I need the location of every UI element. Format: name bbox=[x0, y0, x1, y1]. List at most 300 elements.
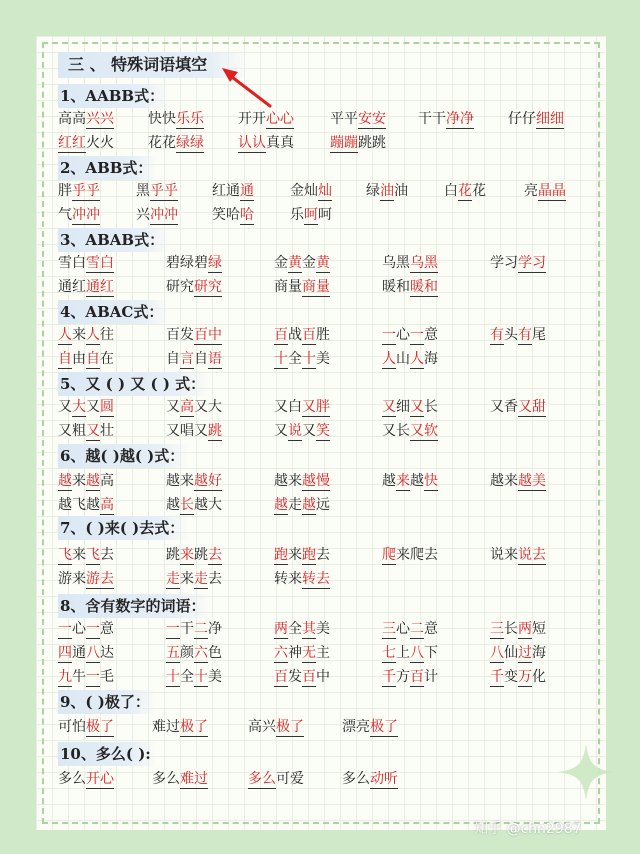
answer-text: 越 bbox=[86, 473, 100, 489]
given-text: 美 bbox=[316, 351, 330, 367]
given-text: 干 bbox=[180, 621, 194, 637]
word-item bbox=[166, 396, 222, 418]
answer-text: 二 bbox=[194, 621, 208, 637]
answer-text: 又甜 bbox=[518, 399, 546, 415]
answer-text: 暖和 bbox=[410, 279, 438, 295]
given-text: 越 bbox=[166, 497, 180, 513]
word-row bbox=[0, 618, 640, 640]
answer-text: 冲冲 bbox=[72, 207, 100, 223]
answer-text: 又 bbox=[382, 399, 396, 415]
word-item bbox=[58, 544, 114, 566]
answer-text: 动听 bbox=[370, 771, 398, 787]
answer-text: 自 bbox=[86, 351, 100, 367]
given-text: 快快 bbox=[148, 111, 176, 127]
answer-text: 有 bbox=[490, 327, 504, 343]
word-item bbox=[274, 348, 330, 370]
answer-text: 心心 bbox=[266, 111, 294, 127]
word-item bbox=[58, 348, 114, 370]
answer-text: 转去 bbox=[302, 571, 330, 587]
answer-text: 语 bbox=[208, 351, 222, 367]
answer-text: 游去 bbox=[86, 571, 114, 587]
word-item bbox=[152, 768, 208, 790]
answer-text: 绿绿 bbox=[176, 135, 204, 151]
given-text: 越飞越 bbox=[58, 497, 100, 513]
given-text: 越 bbox=[382, 473, 396, 489]
answer-text: 绿 bbox=[208, 255, 222, 271]
given-text: 花花 bbox=[148, 135, 176, 151]
given-text: 亮 bbox=[524, 183, 538, 199]
answer-text: 又胖 bbox=[302, 399, 330, 415]
given-text: 走 bbox=[288, 497, 302, 513]
given-text: 又 bbox=[302, 423, 316, 439]
given-text: 去 bbox=[208, 571, 222, 587]
answer-text: 黄 bbox=[288, 255, 302, 271]
answer-text: 走 bbox=[166, 571, 180, 587]
word-item bbox=[248, 716, 304, 738]
answer-text: 百 bbox=[410, 669, 424, 685]
given-text: 意 bbox=[100, 621, 114, 637]
word-item bbox=[274, 568, 330, 590]
word-item bbox=[274, 618, 330, 640]
answer-text: 一 bbox=[86, 621, 100, 637]
answer-text: 越美 bbox=[518, 473, 546, 489]
word-row bbox=[0, 768, 640, 790]
word-item bbox=[382, 470, 438, 492]
given-text: 海 bbox=[424, 351, 438, 367]
answer-text: 五 bbox=[166, 645, 180, 661]
word-row bbox=[0, 132, 640, 154]
answer-text: 越好 bbox=[194, 473, 222, 489]
answer-text: 越 bbox=[58, 473, 72, 489]
answer-text: 研究 bbox=[194, 279, 222, 295]
word-item bbox=[166, 666, 222, 688]
answer-text: 又 bbox=[86, 423, 100, 439]
word-row bbox=[0, 180, 640, 202]
word-item bbox=[248, 768, 304, 790]
given-text: 高兴 bbox=[248, 719, 276, 735]
given-text: 中 bbox=[316, 669, 330, 685]
answer-text: 多么 bbox=[248, 771, 276, 787]
answer-text: 跑 bbox=[274, 547, 288, 563]
word-row bbox=[0, 396, 640, 418]
given-text: 下 bbox=[424, 645, 438, 661]
given-text: 又 bbox=[194, 423, 208, 439]
given-text: 又 bbox=[86, 399, 100, 415]
given-text: 又 bbox=[58, 399, 72, 415]
answer-text: 越慢 bbox=[302, 473, 330, 489]
answer-text: 又 bbox=[410, 399, 424, 415]
given-text: 可爱 bbox=[276, 771, 304, 787]
word-item bbox=[490, 544, 546, 566]
given-text: 来 bbox=[72, 327, 86, 343]
given-text: 火火 bbox=[86, 135, 114, 151]
word-item bbox=[274, 276, 330, 298]
word-item bbox=[382, 348, 438, 370]
answer-text: 学习 bbox=[518, 255, 546, 271]
given-text: 高 bbox=[100, 473, 114, 489]
answer-text: 极了 bbox=[86, 719, 114, 735]
given-text: 毛 bbox=[100, 669, 114, 685]
given-text: 化 bbox=[532, 669, 546, 685]
word-item bbox=[58, 276, 114, 298]
given-text: 真真 bbox=[266, 135, 294, 151]
given-text: 跳 bbox=[166, 547, 180, 563]
answer-text: 安安 bbox=[358, 111, 386, 127]
word-item bbox=[58, 642, 114, 664]
sparkle-icon bbox=[556, 742, 616, 802]
given-text: 尾 bbox=[532, 327, 546, 343]
given-text: 意 bbox=[424, 621, 438, 637]
answer-text: 七 bbox=[382, 645, 396, 661]
given-text: 越来 bbox=[274, 473, 302, 489]
word-row bbox=[0, 324, 640, 346]
answer-text: 去 bbox=[208, 547, 222, 563]
word-item bbox=[290, 180, 332, 202]
answer-text: 八 bbox=[410, 645, 424, 661]
section-title: 10、多么( ): bbox=[58, 742, 157, 766]
answer-text: 飞 bbox=[58, 547, 72, 563]
answer-text: 呵 bbox=[304, 207, 318, 223]
given-text: 战 bbox=[288, 327, 302, 343]
answer-text: 百 bbox=[274, 327, 288, 343]
answer-text: 一 bbox=[58, 621, 72, 637]
word-item bbox=[166, 420, 222, 442]
answer-text: 极了 bbox=[276, 719, 304, 735]
given-text: 美 bbox=[208, 669, 222, 685]
given-text: 游来 bbox=[58, 571, 86, 587]
answer-text: 二 bbox=[410, 621, 424, 637]
word-row bbox=[0, 568, 640, 590]
section-title: 1、AABB式： bbox=[58, 84, 170, 108]
given-text: 牛 bbox=[72, 669, 86, 685]
word-row bbox=[0, 420, 640, 442]
given-text: 又唱 bbox=[166, 423, 194, 439]
answer-text: 极了 bbox=[180, 719, 208, 735]
given-text: 短 bbox=[532, 621, 546, 637]
given-text: 来爬去 bbox=[396, 547, 438, 563]
given-text: 越来 bbox=[490, 473, 518, 489]
given-text: 海 bbox=[532, 645, 546, 661]
word-item bbox=[382, 642, 438, 664]
answer-text: 两 bbox=[518, 621, 532, 637]
given-text: 开开 bbox=[238, 111, 266, 127]
given-text: 全 bbox=[288, 621, 302, 637]
word-item bbox=[152, 716, 208, 738]
section-title: 4、ABAC式： bbox=[58, 300, 169, 324]
answer-text: 一 bbox=[382, 327, 396, 343]
word-item bbox=[58, 420, 114, 442]
answer-text: 净净 bbox=[446, 111, 474, 127]
answer-text: 雪白 bbox=[86, 255, 114, 271]
answer-text: 有 bbox=[518, 327, 532, 343]
answer-text: 长 bbox=[180, 497, 194, 513]
word-item bbox=[444, 180, 486, 202]
given-text: 方 bbox=[396, 669, 410, 685]
answer-text: 六 bbox=[194, 645, 208, 661]
given-text: 商量 bbox=[274, 279, 302, 295]
word-item bbox=[166, 276, 222, 298]
word-row bbox=[0, 544, 640, 566]
word-item bbox=[166, 324, 222, 346]
given-text: 通 bbox=[72, 645, 86, 661]
word-item bbox=[166, 618, 222, 640]
answer-text: 花 bbox=[458, 183, 472, 199]
given-text: 达 bbox=[100, 645, 114, 661]
answer-text: 兴兴 bbox=[86, 111, 114, 127]
answer-text: 蹦蹦 bbox=[330, 135, 358, 151]
given-text: 跳跳 bbox=[358, 135, 386, 151]
answer-text: 笑 bbox=[316, 423, 330, 439]
answer-text: 商量 bbox=[302, 279, 330, 295]
given-text: 笑哈 bbox=[212, 207, 240, 223]
answer-text: 人 bbox=[86, 327, 100, 343]
word-item bbox=[274, 544, 330, 566]
word-item bbox=[330, 132, 386, 154]
word-item bbox=[274, 396, 330, 418]
answer-text: 乎乎 bbox=[150, 183, 178, 199]
word-item bbox=[166, 252, 222, 274]
word-item bbox=[148, 132, 204, 154]
given-text: 全 bbox=[180, 669, 194, 685]
given-text: 难过 bbox=[152, 719, 180, 735]
answer-text: 走 bbox=[194, 571, 208, 587]
answer-text: 百 bbox=[302, 327, 316, 343]
answer-text: 两 bbox=[274, 621, 288, 637]
given-text: 又大 bbox=[194, 399, 222, 415]
answer-text: 通红 bbox=[86, 279, 114, 295]
answer-text: 开心 bbox=[86, 771, 114, 787]
given-text: 远 bbox=[316, 497, 330, 513]
given-text: 来 bbox=[72, 547, 86, 563]
answer-text: 圆 bbox=[100, 399, 114, 415]
given-text: 转来 bbox=[274, 571, 302, 587]
given-text: 来 bbox=[180, 571, 194, 587]
section-title: 3、ABAB式： bbox=[58, 228, 170, 252]
given-text: 自 bbox=[194, 351, 208, 367]
answer-text: 认认 bbox=[238, 135, 266, 151]
given-text: 说来 bbox=[490, 547, 518, 563]
given-text: 油 bbox=[394, 183, 408, 199]
word-item bbox=[58, 252, 114, 274]
word-item bbox=[382, 252, 438, 274]
answer-text: 冲冲 bbox=[150, 207, 178, 223]
answer-text: 九 bbox=[58, 669, 72, 685]
given-text: 主 bbox=[316, 645, 330, 661]
answer-text: 大 bbox=[72, 399, 86, 415]
answer-text: 百中 bbox=[194, 327, 222, 343]
given-text: 乐 bbox=[290, 207, 304, 223]
word-item bbox=[524, 180, 566, 202]
answer-text: 一 bbox=[410, 327, 424, 343]
given-text: 壮 bbox=[100, 423, 114, 439]
given-text: 意 bbox=[424, 327, 438, 343]
answer-text: 八 bbox=[490, 645, 504, 661]
word-item bbox=[166, 348, 222, 370]
word-item bbox=[58, 716, 114, 738]
word-item bbox=[274, 420, 330, 442]
answer-text: 细细 bbox=[536, 111, 564, 127]
answer-text: 晶晶 bbox=[538, 183, 566, 199]
section-title: 7、( )来( )去式： bbox=[58, 516, 190, 540]
answer-text: 其 bbox=[302, 621, 316, 637]
answer-text: 越 bbox=[274, 497, 288, 513]
word-row bbox=[0, 642, 640, 664]
word-item bbox=[274, 666, 330, 688]
word-item bbox=[166, 470, 222, 492]
answer-text: 说 bbox=[288, 423, 302, 439]
word-item bbox=[366, 180, 408, 202]
given-text: 头 bbox=[504, 327, 518, 343]
given-text: 来 bbox=[288, 547, 302, 563]
word-row bbox=[0, 348, 640, 370]
given-text: 发 bbox=[288, 669, 302, 685]
given-text: 长 bbox=[504, 621, 518, 637]
given-text: 山 bbox=[396, 351, 410, 367]
answer-text: 四 bbox=[58, 645, 72, 661]
answer-text: 极了 bbox=[370, 719, 398, 735]
given-text: 暖和 bbox=[382, 279, 410, 295]
answer-text: 快 bbox=[424, 473, 438, 489]
word-item bbox=[274, 324, 330, 346]
word-item bbox=[490, 324, 546, 346]
given-text: 金 bbox=[302, 255, 316, 271]
answer-text: 六 bbox=[274, 645, 288, 661]
word-item bbox=[58, 768, 114, 790]
given-text: 又 bbox=[274, 423, 288, 439]
given-text: 变 bbox=[504, 669, 518, 685]
given-text: 自 bbox=[166, 351, 180, 367]
given-text: 多么 bbox=[342, 771, 370, 787]
given-text: 绿 bbox=[366, 183, 380, 199]
given-text: 白 bbox=[444, 183, 458, 199]
word-item bbox=[382, 618, 438, 640]
answer-text: 跑 bbox=[302, 547, 316, 563]
given-text: 又长 bbox=[382, 423, 410, 439]
word-item bbox=[490, 642, 546, 664]
given-text: 高高 bbox=[58, 111, 86, 127]
answer-text: 十 bbox=[166, 669, 180, 685]
word-item bbox=[58, 132, 114, 154]
given-text: 又粗 bbox=[58, 423, 86, 439]
answer-text: 爬 bbox=[382, 547, 396, 563]
word-item bbox=[342, 716, 398, 738]
section-title: 8、含有数字的词语： bbox=[58, 594, 211, 618]
given-text: 心 bbox=[72, 621, 86, 637]
word-item bbox=[212, 204, 254, 226]
word-item bbox=[58, 568, 114, 590]
word-item bbox=[58, 324, 114, 346]
answer-text: 高 bbox=[180, 399, 194, 415]
word-item bbox=[508, 108, 564, 130]
word-item bbox=[166, 568, 222, 590]
given-text: 仙 bbox=[504, 645, 518, 661]
answer-text: 红红 bbox=[58, 135, 86, 151]
answer-text: 十 bbox=[194, 669, 208, 685]
answer-text: 十 bbox=[274, 351, 288, 367]
given-text: 研究 bbox=[166, 279, 194, 295]
given-text: 细 bbox=[396, 399, 410, 415]
given-text: 长 bbox=[424, 399, 438, 415]
word-row bbox=[0, 470, 640, 492]
answer-text: 万 bbox=[518, 669, 532, 685]
given-text: 兴 bbox=[136, 207, 150, 223]
word-item bbox=[490, 666, 546, 688]
word-item bbox=[148, 108, 204, 130]
answer-text: 哈 bbox=[240, 207, 254, 223]
given-text: 花 bbox=[472, 183, 486, 199]
word-row bbox=[0, 204, 640, 226]
given-text: 越 bbox=[410, 473, 424, 489]
given-text: 全 bbox=[288, 351, 302, 367]
given-text: 平平 bbox=[330, 111, 358, 127]
answer-text: 说去 bbox=[518, 547, 546, 563]
answer-text: 人 bbox=[382, 351, 396, 367]
given-text: 仔仔 bbox=[508, 111, 536, 127]
page-title: 三 、 特殊词语填空 bbox=[58, 52, 248, 78]
word-item bbox=[58, 470, 114, 492]
word-item bbox=[290, 204, 332, 226]
given-text: 越大 bbox=[194, 497, 222, 513]
word-item bbox=[274, 470, 330, 492]
given-text: 金灿 bbox=[290, 183, 318, 199]
given-text: 往 bbox=[100, 327, 114, 343]
given-text: 又香 bbox=[490, 399, 518, 415]
word-item bbox=[212, 180, 254, 202]
answer-text: 三 bbox=[490, 621, 504, 637]
given-text: 可怕 bbox=[58, 719, 86, 735]
word-item bbox=[58, 618, 114, 640]
answer-text: 越 bbox=[302, 497, 316, 513]
answer-text: 无 bbox=[302, 645, 316, 661]
given-text: 心 bbox=[396, 621, 410, 637]
answer-text: 油 bbox=[380, 183, 394, 199]
red-arrow-icon bbox=[220, 62, 280, 112]
given-text: 去 bbox=[316, 547, 330, 563]
given-text: 去 bbox=[100, 547, 114, 563]
word-item bbox=[58, 494, 114, 516]
answer-text: 乎乎 bbox=[72, 183, 100, 199]
answer-text: 千 bbox=[490, 669, 504, 685]
word-item bbox=[58, 180, 100, 202]
section-title: 9、( )极了： bbox=[58, 690, 156, 714]
given-text: 学习 bbox=[490, 255, 518, 271]
answer-text: 八 bbox=[86, 645, 100, 661]
given-text: 计 bbox=[424, 669, 438, 685]
given-text: 金 bbox=[274, 255, 288, 271]
given-text: 净 bbox=[208, 621, 222, 637]
word-item bbox=[382, 324, 438, 346]
watermark: 知乎 @chn2987 bbox=[474, 821, 582, 837]
word-item bbox=[490, 396, 546, 418]
answer-text: 百 bbox=[302, 669, 316, 685]
given-text: 胖 bbox=[58, 183, 72, 199]
given-text: 颜 bbox=[180, 645, 194, 661]
given-text: 由 bbox=[72, 351, 86, 367]
answer-text: 一 bbox=[166, 621, 180, 637]
given-text: 漂亮 bbox=[342, 719, 370, 735]
answer-text: 自 bbox=[58, 351, 72, 367]
word-item bbox=[382, 396, 438, 418]
given-text: 雪白 bbox=[58, 255, 86, 271]
section-title: 6、越( )越( )式： bbox=[58, 444, 190, 468]
word-row bbox=[0, 252, 640, 274]
answer-text: 人 bbox=[410, 351, 424, 367]
word-item bbox=[58, 396, 114, 418]
given-text: 碧绿碧 bbox=[166, 255, 208, 271]
answer-text: 灿 bbox=[318, 183, 332, 199]
word-item bbox=[418, 108, 474, 130]
word-item bbox=[274, 494, 330, 516]
